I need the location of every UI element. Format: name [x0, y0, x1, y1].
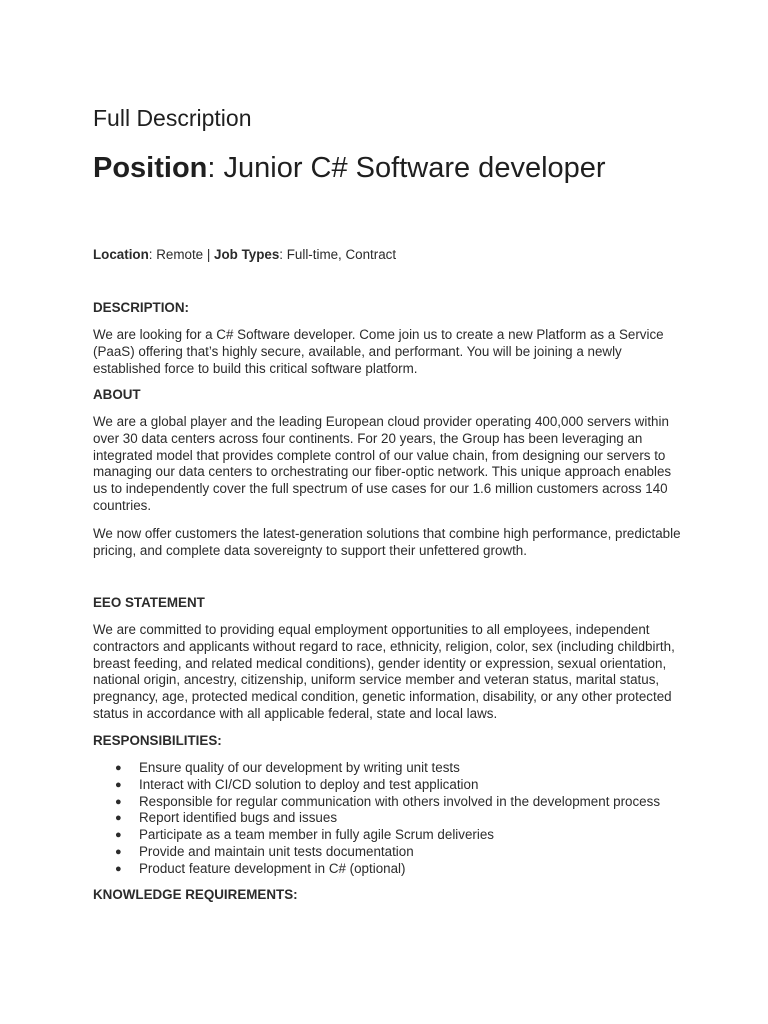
- description-heading: DESCRIPTION:: [93, 300, 189, 315]
- bullet-icon: ●: [115, 862, 122, 875]
- location-label: Location: [93, 247, 149, 262]
- bullet-icon: ●: [115, 795, 122, 808]
- bullet-icon: ●: [115, 812, 122, 825]
- list-item: ● Interact with CI/CD solution to deploy and test application: [115, 776, 479, 792]
- responsibilities-list: [93, 760, 683, 878]
- responsibilities-heading: RESPONSIBILITIES:: [93, 733, 222, 748]
- bullet-icon: ●: [115, 778, 122, 791]
- position-title: [93, 150, 606, 186]
- position-label: Position: [93, 152, 208, 184]
- eeo-text: We are committed to providing equal employment opportunities to all employees, independent contractors and applicants without regard to race, ethnicity, religion, color, sex (including childbirth, breast feeding, and related medical conditions), gender identity or expression, sexual orientation, national origin, ancestry, citizenship, uniform service member and veteran status, marital status, pregnancy, age, protected medical condition, genetic information, disability, or any other protected status in accordance with all applicable federal, state and local laws.: [93, 622, 675, 721]
- list-item: ● Participate as a team member in fully agile Scrum deliveries: [115, 827, 494, 843]
- job-types-value: : Full-time, Contract: [279, 247, 397, 262]
- bullet-icon: ●: [115, 762, 122, 774]
- about-heading: ABOUT: [93, 387, 141, 402]
- list-item: ● Ensure quality of our development by writing unit tests: [115, 760, 460, 775]
- bullet-icon: ●: [115, 845, 122, 858]
- job-meta-line: [93, 247, 683, 264]
- list-item: ● Provide and maintain unit tests documentation: [115, 843, 414, 859]
- location-value: : Remote |: [148, 247, 215, 262]
- position-value: Junior C# Software developer: [223, 152, 606, 184]
- responsibilities-list-wrap: [93, 760, 683, 878]
- list-item: ● Product feature development in C# (optional): [115, 860, 406, 876]
- job-types-label: Job Types: [214, 247, 280, 262]
- knowledge-requirements-heading: KNOWLEDGE REQUIREMENTS:: [93, 887, 298, 902]
- position-separator: :: [207, 152, 224, 184]
- eeo-heading: EEO STATEMENT: [93, 595, 205, 610]
- about-paragraph-2: We now offer customers the latest-generation solutions that combine high performance, predictable pricing, and complete data sovereignty to support their unfettered growth.: [93, 526, 681, 558]
- full-description-title: Full Description: [93, 105, 252, 131]
- description-text: We are looking for a C# Software developer. Come join us to create a new Platform as a Service (PaaS) offering that’s highly secure, available, and performant. You will be joining a newly established force to build this critical software platform.: [93, 327, 664, 376]
- list-item: ● Report identified bugs and issues: [115, 810, 338, 826]
- about-paragraph-1: We are a global player and the leading European cloud provider operating 400,000 servers within over 30 data centers across four continents. For 20 years, the Group has been leveraging an integrated model that provides complete control of our value chain, from designing our servers to managing our data centers to orchestrating our fiber-optic network. This unique approach enables us to independently cover the full spectrum of use cases for our 1.6 million customers across 140 countries.: [93, 414, 672, 513]
- bullet-icon: ●: [115, 829, 122, 842]
- list-item: ● Responsible for regular communication with others involved in the development process: [115, 793, 661, 809]
